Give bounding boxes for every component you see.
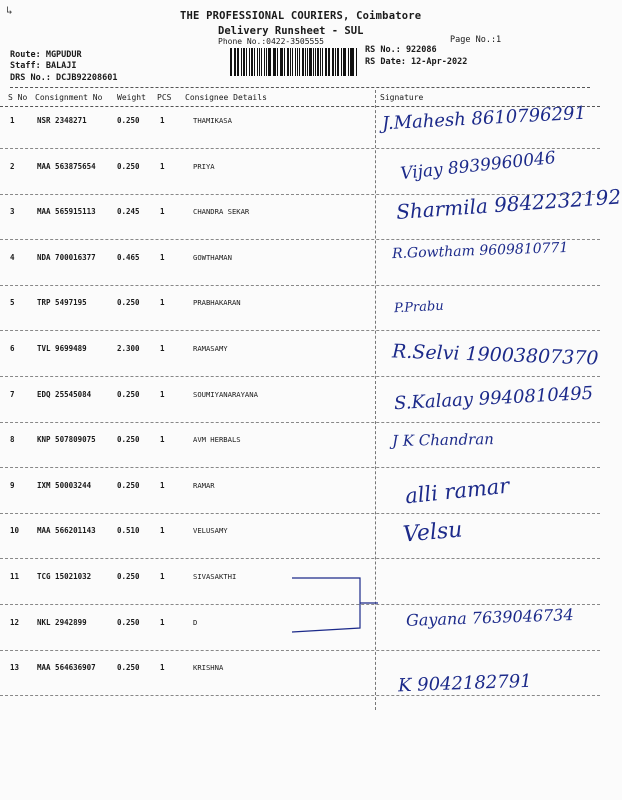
row-sno: 3	[10, 207, 15, 217]
consignment-number: MAA 566201143	[37, 526, 96, 536]
pcs-value: 1	[160, 116, 165, 125]
row-separator	[0, 650, 600, 651]
handwritten-signature: alli ramar	[404, 473, 511, 509]
barcode-bar	[315, 48, 316, 76]
barcode-bar	[287, 48, 289, 76]
consignee-name: SIVASAKTHI	[193, 572, 237, 581]
weight-value: 0.250	[117, 435, 140, 445]
barcode-bar	[309, 48, 311, 76]
handwritten-signature: P.Prabu	[393, 299, 445, 317]
handwritten-signature: Sharmila 9842232192	[395, 184, 622, 225]
row-separator	[0, 695, 600, 696]
drs-number: DRS No.: DCJB92208601	[10, 73, 118, 83]
barcode-bar	[237, 48, 239, 76]
barcode-bar	[264, 48, 265, 76]
column-header-consignment: Consignment No	[35, 93, 103, 102]
rs-date: RS Date: 12-Apr-2022	[365, 57, 468, 67]
weight-value: 0.510	[117, 526, 140, 536]
row-separator	[0, 558, 600, 559]
row-sno: 10	[10, 526, 20, 536]
header-top-rule	[10, 87, 590, 88]
barcode-bar	[317, 48, 319, 76]
row-sno: 6	[10, 344, 15, 353]
table-row	[0, 430, 600, 480]
barcode-bar	[295, 48, 296, 76]
barcode-bar	[274, 48, 276, 76]
barcode-bar	[249, 48, 250, 76]
consignee-name: THAMIKASA	[193, 116, 232, 125]
phone-number: Phone No.:0422-3505555	[218, 37, 324, 46]
barcode-bar	[307, 48, 308, 76]
table-row	[0, 473, 600, 526]
weight-value: 0.250	[117, 572, 140, 581]
barcode-bar	[305, 48, 306, 76]
corner-mark: ↳	[6, 4, 13, 17]
barcode-bar	[259, 48, 261, 76]
consignment-number: NKL 2942899	[37, 617, 87, 627]
consignment-number: KNP 507809075	[37, 435, 96, 445]
column-header-consignee: Consignee Details	[185, 93, 267, 102]
barcode-bar	[302, 48, 304, 76]
pcs-value: 1	[160, 207, 165, 217]
consignee-name: RAMASAMY	[193, 344, 228, 353]
row-sno: 8	[10, 435, 15, 445]
barcode-bar	[273, 48, 274, 76]
barcode-bar	[335, 48, 336, 76]
barcode-bar	[246, 48, 248, 76]
barcode-bar	[297, 48, 298, 76]
consignment-number: EDQ 25545084	[37, 389, 92, 399]
barcode-bar	[257, 48, 258, 76]
row-sno: 11	[10, 572, 20, 581]
barcode-bar	[341, 48, 342, 76]
weight-value: 0.250	[117, 116, 140, 125]
barcode-bar	[325, 48, 327, 76]
pcs-value: 1	[160, 161, 165, 171]
weight-value: 0.250	[117, 389, 140, 399]
rs-number: RS No.: 922086	[365, 45, 437, 55]
handwritten-signature: K 9042182791	[397, 670, 533, 697]
handwritten-signature: Vijay 8939960046	[399, 147, 557, 184]
barcode-bar	[254, 48, 255, 76]
pcs-value: 1	[160, 344, 165, 353]
barcode-bar	[234, 48, 235, 76]
handwritten-signature: Velsu	[402, 517, 464, 548]
consignment-number: MAA 563875654	[37, 161, 96, 171]
consignment-number: MAA 565915113	[37, 207, 96, 217]
document-title: THE PROFESSIONAL COURIERS, Coimbatore	[180, 10, 422, 22]
barcode-bar	[268, 48, 270, 76]
consignee-name: D	[193, 617, 198, 627]
table-row	[0, 340, 600, 389]
handwritten-signature: Gayana 7639046734	[405, 604, 574, 630]
barcode-bar	[332, 48, 334, 76]
barcode-bar	[343, 48, 344, 76]
row-separator	[0, 285, 600, 286]
barcode-image	[230, 48, 358, 76]
weight-value: 0.250	[117, 663, 140, 673]
row-sno: 13	[10, 663, 20, 673]
barcode-bar	[243, 48, 245, 76]
table-row	[0, 298, 600, 343]
table-row	[0, 663, 600, 708]
consignee-name: RAMAR	[193, 480, 215, 490]
barcode-bar	[290, 48, 291, 76]
consignee-name: AVM HERBALS	[193, 435, 241, 445]
pcs-value: 1	[160, 389, 165, 399]
consignment-number: NDA 700016377	[37, 252, 96, 262]
column-header-pcs: PCS	[157, 93, 172, 102]
consignee-name: CHANDRA SEKAR	[193, 207, 250, 217]
pcs-value: 1	[160, 572, 165, 581]
consignee-name: VELUSAMY	[193, 526, 228, 536]
barcode-bar	[235, 48, 236, 76]
weight-value: 0.245	[117, 207, 140, 217]
table-row	[0, 382, 600, 435]
row-separator	[0, 513, 600, 514]
barcode-bar	[322, 48, 324, 76]
weight-value: 0.250	[117, 161, 140, 171]
row-separator	[0, 467, 600, 468]
row-separator	[0, 239, 600, 240]
barcode-bar	[230, 48, 232, 76]
consignment-number: IXM 50003244	[37, 480, 92, 490]
pcs-value: 1	[160, 298, 165, 308]
consignment-number: TCG 15021032	[37, 572, 92, 581]
barcode-bar	[241, 48, 242, 76]
barcode-bar	[299, 48, 301, 76]
barcode-bar	[251, 48, 253, 76]
barcode-bar	[344, 48, 346, 76]
row-sno: 5	[10, 298, 15, 308]
barcode-bar	[280, 48, 281, 76]
handwritten-signature: R.Gowtham 9609810771	[391, 239, 569, 262]
weight-value: 0.465	[117, 252, 140, 262]
row-separator	[0, 376, 600, 377]
bracket-mark	[290, 570, 380, 640]
staff-label: Staff: BALAJI	[10, 61, 77, 71]
barcode-bar	[320, 48, 321, 76]
barcode-bar	[281, 48, 283, 76]
handwritten-signature: R.Selvi 19003807370	[391, 340, 599, 370]
consignment-number: MAA 564636907	[37, 663, 96, 673]
handwritten-signature: J.Mahesh 8610796291	[381, 102, 587, 135]
weight-value: 0.250	[117, 480, 140, 490]
consignee-name: GOWTHAMAN	[193, 252, 232, 262]
barcode-bar	[337, 48, 339, 76]
consignee-name: KRISHNA	[193, 663, 224, 673]
consignee-name: PRIYA	[193, 161, 215, 171]
barcode-bar	[266, 48, 268, 76]
barcode-bar	[292, 48, 294, 76]
barcode-bar	[351, 48, 353, 76]
column-header-sno: S No	[8, 93, 28, 102]
row-sno: 4	[10, 252, 15, 262]
route-label: Route: MGPUDUR	[10, 50, 82, 60]
page-number: Page No.:1	[450, 35, 502, 45]
weight-value: 0.250	[117, 617, 140, 627]
pcs-value: 1	[160, 617, 165, 627]
barcode-bar	[277, 48, 278, 76]
barcode-bar	[350, 48, 351, 76]
consignment-number: TRP 5497195	[37, 298, 87, 308]
row-sno: 7	[10, 389, 15, 399]
barcode-bar	[261, 48, 262, 76]
consignee-name: SOUMIYANARAYANA	[193, 389, 258, 399]
barcode-bar	[329, 48, 330, 76]
row-separator	[0, 422, 600, 423]
pcs-value: 1	[160, 252, 165, 262]
barcode-bar	[313, 48, 314, 76]
row-separator	[0, 330, 600, 331]
handwritten-signature: J K Chandran	[391, 430, 495, 451]
handwritten-signature: S.Kalaay 9940810495	[393, 382, 594, 414]
consignment-number: NSR 2348271	[37, 116, 87, 125]
barcode-bar	[348, 48, 349, 76]
row-sno: 2	[10, 161, 15, 171]
consignment-number: TVL 9699489	[37, 344, 87, 353]
weight-value: 0.250	[117, 298, 140, 308]
row-sno: 1	[10, 116, 15, 125]
table-row	[0, 239, 600, 298]
row-separator	[0, 148, 600, 149]
barcode-bar	[328, 48, 329, 76]
column-header-weight: Weight	[117, 93, 146, 102]
consignee-name: PRABHAKARAN	[193, 298, 241, 308]
barcode-bar	[356, 48, 358, 76]
column-header-signature: Signature	[380, 93, 424, 102]
row-sno: 12	[10, 617, 20, 627]
row-sno: 9	[10, 480, 15, 490]
pcs-value: 1	[160, 663, 165, 673]
table-row	[0, 517, 600, 571]
pcs-value: 1	[160, 435, 165, 445]
weight-value: 2.300	[117, 344, 140, 353]
pcs-value: 1	[160, 480, 165, 490]
document-subtitle: Delivery Runsheet - SUL	[218, 25, 364, 37]
barcode-bar	[284, 48, 285, 76]
pcs-value: 1	[160, 526, 165, 536]
